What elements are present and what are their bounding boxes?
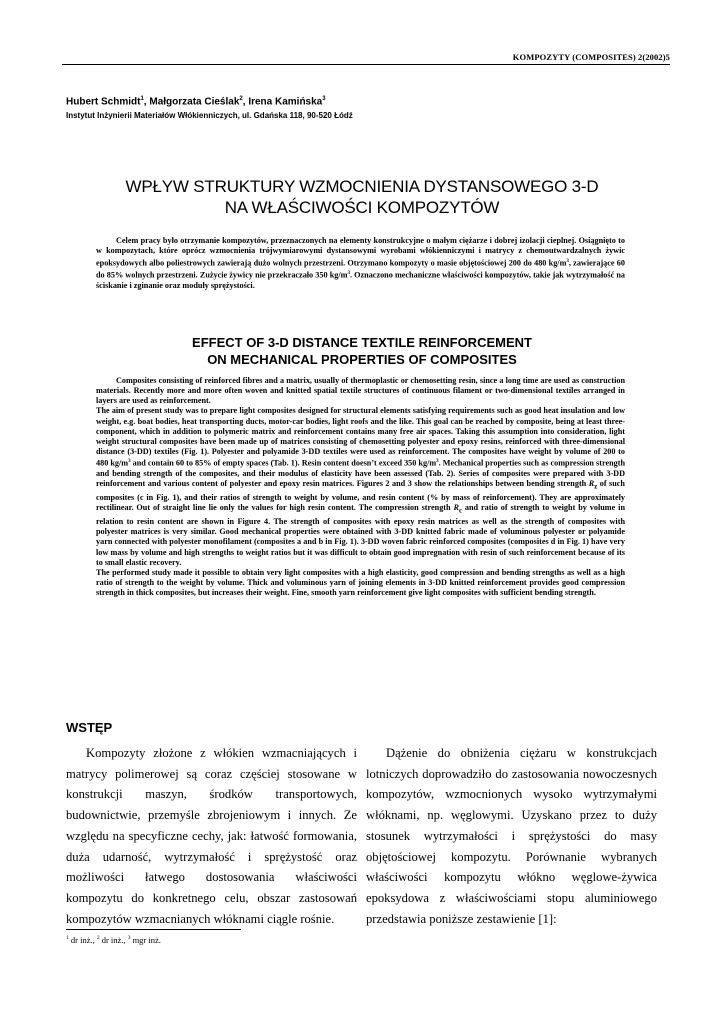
authors	[66, 96, 326, 107]
footnote-mark: 1	[66, 935, 69, 942]
superscript: 3	[347, 270, 350, 276]
text-run: of such composites (c in Fig. 1), and their ratios of strength to weight by volume, and resin content (% by mass of reinforcement). They are approximately rectilinear. Out of straight line lie only the values for high resin content. The compression strength	[96, 479, 625, 513]
author-2-mark: 2	[239, 96, 243, 102]
section-heading-introduction: WSTĘP	[66, 720, 113, 735]
journal-header	[62, 52, 670, 65]
abstract-english	[96, 376, 625, 598]
superscript: 3	[128, 459, 131, 465]
subscript: c	[458, 507, 462, 515]
title-polish-line-2: NA WŁAŚCIWOŚCI KOMPOZYTÓW	[224, 198, 500, 217]
author-2: Małgorzata Cieślak	[149, 96, 240, 108]
text-run: and contain 60 to 85% of empty spaces (Tab. 1). Resin content doesn’t exceed 350 kg/m	[130, 458, 437, 468]
author-3: Irena Kamińska	[248, 96, 323, 108]
superscript: 3	[566, 258, 569, 264]
author-3-mark: 3	[322, 96, 326, 102]
text-run: The aim of present study was to prepare light composites designed for structural elements satisfying requirements such as good heat insulation and low weight, e.g. boat bodies, heat transporting ducts, motor-car bodies, light roofs and the like. This goal can be reached by composite, being at least three-component, which in addition to polymeric matrix and reinforcement contains many free air spaces. Taking this assumption into consideration, light weight structural composites have been made up of matrices consisting of chemosetting polyester and epoxy resins, reinforced with three-dimensional distance (3-DD) textiles (Fig. 1). Polyester and polyamide 3-DD textiles were used as reinforcement. The composites have weight by volume of 200 to 480 kg/m	[96, 406, 625, 468]
body-column-left: Kompozyty złożone z włókien wzmacniających i matrycy polimerowej są coraz częściej stosowane w konstrukcji maszyn, środków transportowych, budownictwie, przemyśle zbrojeniowym i innych. Ze względu na specyficzne cechy, jak: łatwość formowania, duża udarność, wytrzymałość i sprężystość oraz możliwości łatwego dostosowania właściwości kompozytu do konkretnego celu, obszar zastosowań kompozytów wzmacnianych włóknami ciągle rośnie.	[66, 746, 357, 926]
title-polish-line-1: WPŁYW STRUKTURY WZMOCNIENIA DYSTANSOWEGO 3-D	[125, 177, 599, 196]
title-english	[62, 334, 662, 368]
author-1: Hubert Schmidt	[66, 96, 141, 108]
symbol-rz: R	[588, 479, 595, 489]
abstract-english-paragraph-2	[96, 406, 625, 567]
abstract-english-paragraph-3: The performed study made it possible to obtain very light composites with a high elasticity, good compression and bending strengths as well as a high ratio of strength to the weight by volume. Thick and voluminous yarn of joining elements in 3-DD knitted reinforcement provides good compression strength in thick composites, but increases their weight. Fine, smooth yarn reinforcement give light composites with sufficient bending strength.	[96, 567, 625, 598]
abstract-english-paragraph-1: Composites consisting of reinforced fibres and a matrix, usually of thermoplastic or chemosetting resin, since a long time are used as construction materials. Recently more and more often woven and knitted spatial textile structures of continuous filament or two-dimensional textiles arranged in layers are used as reinforcement.	[96, 376, 625, 406]
abstract-polish-part-3: . Oznaczono mechaniczne właściwości kompozytów, takie jak wytrzymałość na ściskanie i zginanie oraz moduły sprężystości.	[96, 270, 625, 291]
journal-header-text: KOMPOZYTY (COMPOSITES) 2(2002)5	[512, 52, 670, 62]
author-1-mark: 1	[140, 96, 144, 102]
symbol-rc: R	[453, 503, 459, 513]
footnote	[66, 935, 161, 945]
institute: Instytut Inżynierii Materiałów Włókienniczych, ul. Gdańska 118, 90-520 Łódź	[66, 111, 353, 120]
title-polish	[62, 176, 662, 218]
author-separator: ,	[143, 96, 150, 108]
title-english-line-1: EFFECT OF 3-D DISTANCE TEXTILE REINFORCEMENT	[192, 335, 532, 350]
footnote-mark: 3	[127, 935, 131, 942]
subscript: z	[594, 483, 598, 491]
footnote-text: mgr inż.	[130, 935, 161, 945]
author-separator: ,	[242, 96, 249, 108]
footnote-divider	[66, 929, 241, 930]
abstract-polish-part-1: Celem pracy było otrzymanie kompozytów, przeznaczonych na elementy konstrukcyjne o małym ciężarze i dobrej izolacji cieplnej. Osiągnięto to w kompozytach, które oprócz wzmocnienia trójwymiarowymi dystansowymi wyrobami włókienniczymi i matrycy z chemoutwardzalnych żywic epoksydowych albo poliestrowych zawierają dużo wolnych przestrzeni. Otrzymano kompozyty o masie objętościowej 200 do 480 kg/m	[96, 236, 625, 268]
abstract-polish-part-2: , zawierające 60 do 85% wolnych przestrzeni. Zużycie żywicy nie przekraczało 350 kg/m	[96, 258, 625, 280]
body-column-right: Dążenie do obniżenia ciężaru w konstrukcjach lotniczych doprowadziło do zastosowania nowoczesnych kompozytów, wzmocnionych wysoko wytrzymałymi włóknami, np. węglowymi. Uzyskano przez to duży stosunek wytrzymałości i sprężystości do masy objętościowej kompozytu. Porównanie wybranych właściwości kompozytu włókno węglowe-żywica epoksydowa z właściwościami stopu aluminiowego przedstawia poniższe zestawienie [1]:	[366, 746, 657, 926]
footnote-text: dr inż.,	[99, 935, 128, 945]
superscript: 3	[436, 459, 439, 465]
title-english-line-2: ON MECHANICAL PROPERTIES OF COMPOSITES	[207, 352, 517, 367]
footnote-mark: 2	[96, 935, 100, 942]
text-run: and ratio of strength to weight by volume in relation to resin content are shown in Figure 4. The strength of composites with epoxy resin matrices as well as the strength of composites with polyester matrices is very similar. Good mechanical properties were obtained with 3-DD knitted fabric made of voluminous polyester or polyamide yarn connected with polyester monofilament (composites a and b in Fig. 1). 3-DD woven fabric reinforced composites (composites d in Fig. 1) have very low mass by volume and high strengths to weight ratios but it was difficult to obtain good impregnation with resin of such reinforcement because of its to small elastic recovery.	[96, 503, 625, 567]
footnote-text: dr inż.,	[68, 935, 97, 945]
abstract-polish	[96, 236, 625, 292]
text-run: . Mechanical properties such as compression strength and bending strength of the composites, and their modulus of elasticity have been assessed (Tab. 2). Series of composites were prepared with 3-DD reinforcement and various content of polyester and epoxy resin matrices. Figures 2 and 3 show the relationships between bending strength	[96, 458, 626, 489]
